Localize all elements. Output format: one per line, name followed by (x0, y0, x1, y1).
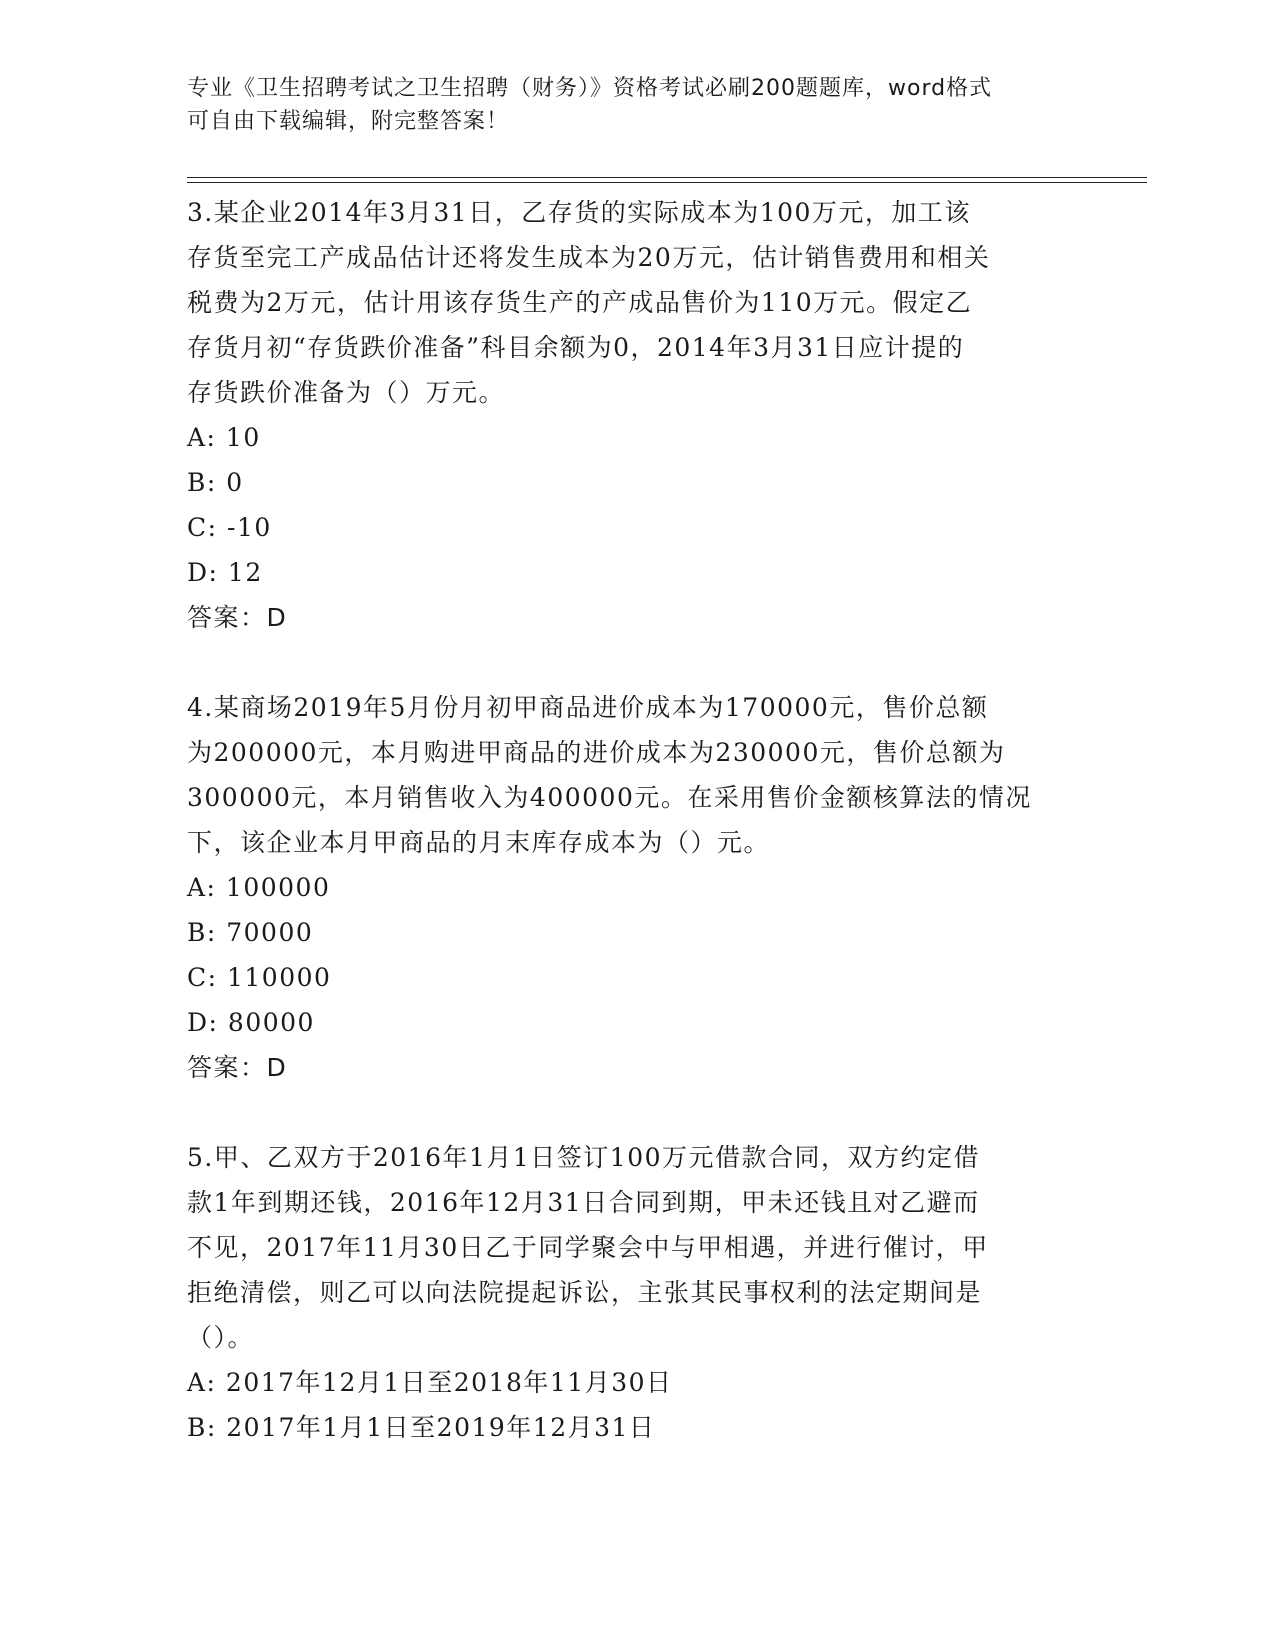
header-rule-top (187, 177, 1147, 178)
option-a: A: 100000 (187, 873, 331, 902)
option-b: B: 0 (187, 468, 244, 497)
header-rule-bottom (187, 182, 1147, 183)
question-stem-line: 5.甲、乙双方于2016年1月1日签订100万元借款合同，双方约定借 (187, 1143, 981, 1172)
question-stem-line: 不见，2017年11月30日乙于同学聚会中与甲相遇，并进行催讨，甲 (187, 1233, 989, 1262)
question-list (187, 190, 1087, 1450)
answer-label: 答案：D (187, 603, 288, 632)
question-stem-line: 存货月初“存货跌价准备”科目余额为0，2014年3月31日应计提的 (187, 333, 965, 362)
question-spacer (187, 640, 1087, 685)
question-stem-line: 存货至完工产成品估计还将发生成本为20万元，估计销售费用和相关 (187, 243, 991, 272)
option-a: A: 2017年12月1日至2018年11月30日 (187, 1368, 673, 1397)
question-stem-line: 拒绝清偿，则乙可以向法院提起诉讼，主张其民事权利的法定期间是 (187, 1278, 983, 1307)
question-5 (187, 1135, 1087, 1450)
question-3 (187, 190, 1087, 640)
option-b: B: 2017年1月1日至2019年12月31日 (187, 1413, 656, 1442)
answer-label: 答案：D (187, 1053, 288, 1082)
question-stem-line: 款1年到期还钱，2016年12月31日合同到期，甲未还钱且对乙避而 (187, 1188, 980, 1217)
question-stem-line: 下，该企业本月甲商品的月末库存成本为（）元。 (187, 828, 771, 857)
option-c: C: -10 (187, 513, 272, 542)
option-c: C: 110000 (187, 963, 332, 992)
header-line-1: 专业《卫生招聘考试之卫生招聘（财务）》资格考试必刷200题题库，word格式 (187, 76, 993, 101)
question-stem-line: 300000元，本月销售收入为400000元。在采用售价金额核算法的情况 (187, 783, 1032, 812)
question-spacer (187, 1090, 1087, 1135)
header-line-2: 可自由下载编辑，附完整答案！ (187, 109, 510, 134)
document-header (187, 72, 1087, 138)
question-stem-line: （）。 (187, 1323, 255, 1352)
option-d: D: 12 (187, 558, 263, 587)
question-stem-line: 为200000元，本月购进甲商品的进价成本为230000元，售价总额为 (187, 738, 1006, 767)
question-stem-line: 3.某企业2014年3月31日，乙存货的实际成本为100万元，加工该 (187, 198, 971, 227)
question-stem-line: 4.某商场2019年5月份月初甲商品进价成本为170000元，售价总额 (187, 693, 989, 722)
option-b: B: 70000 (187, 918, 314, 947)
question-stem-line: 税费为2万元，估计用该存货生产的产成品售价为110万元。假定乙 (187, 288, 973, 317)
question-stem-line: 存货跌价准备为（）万元。 (187, 378, 506, 407)
option-a: A: 10 (187, 423, 261, 452)
option-d: D: 80000 (187, 1008, 315, 1037)
question-4 (187, 685, 1087, 1090)
